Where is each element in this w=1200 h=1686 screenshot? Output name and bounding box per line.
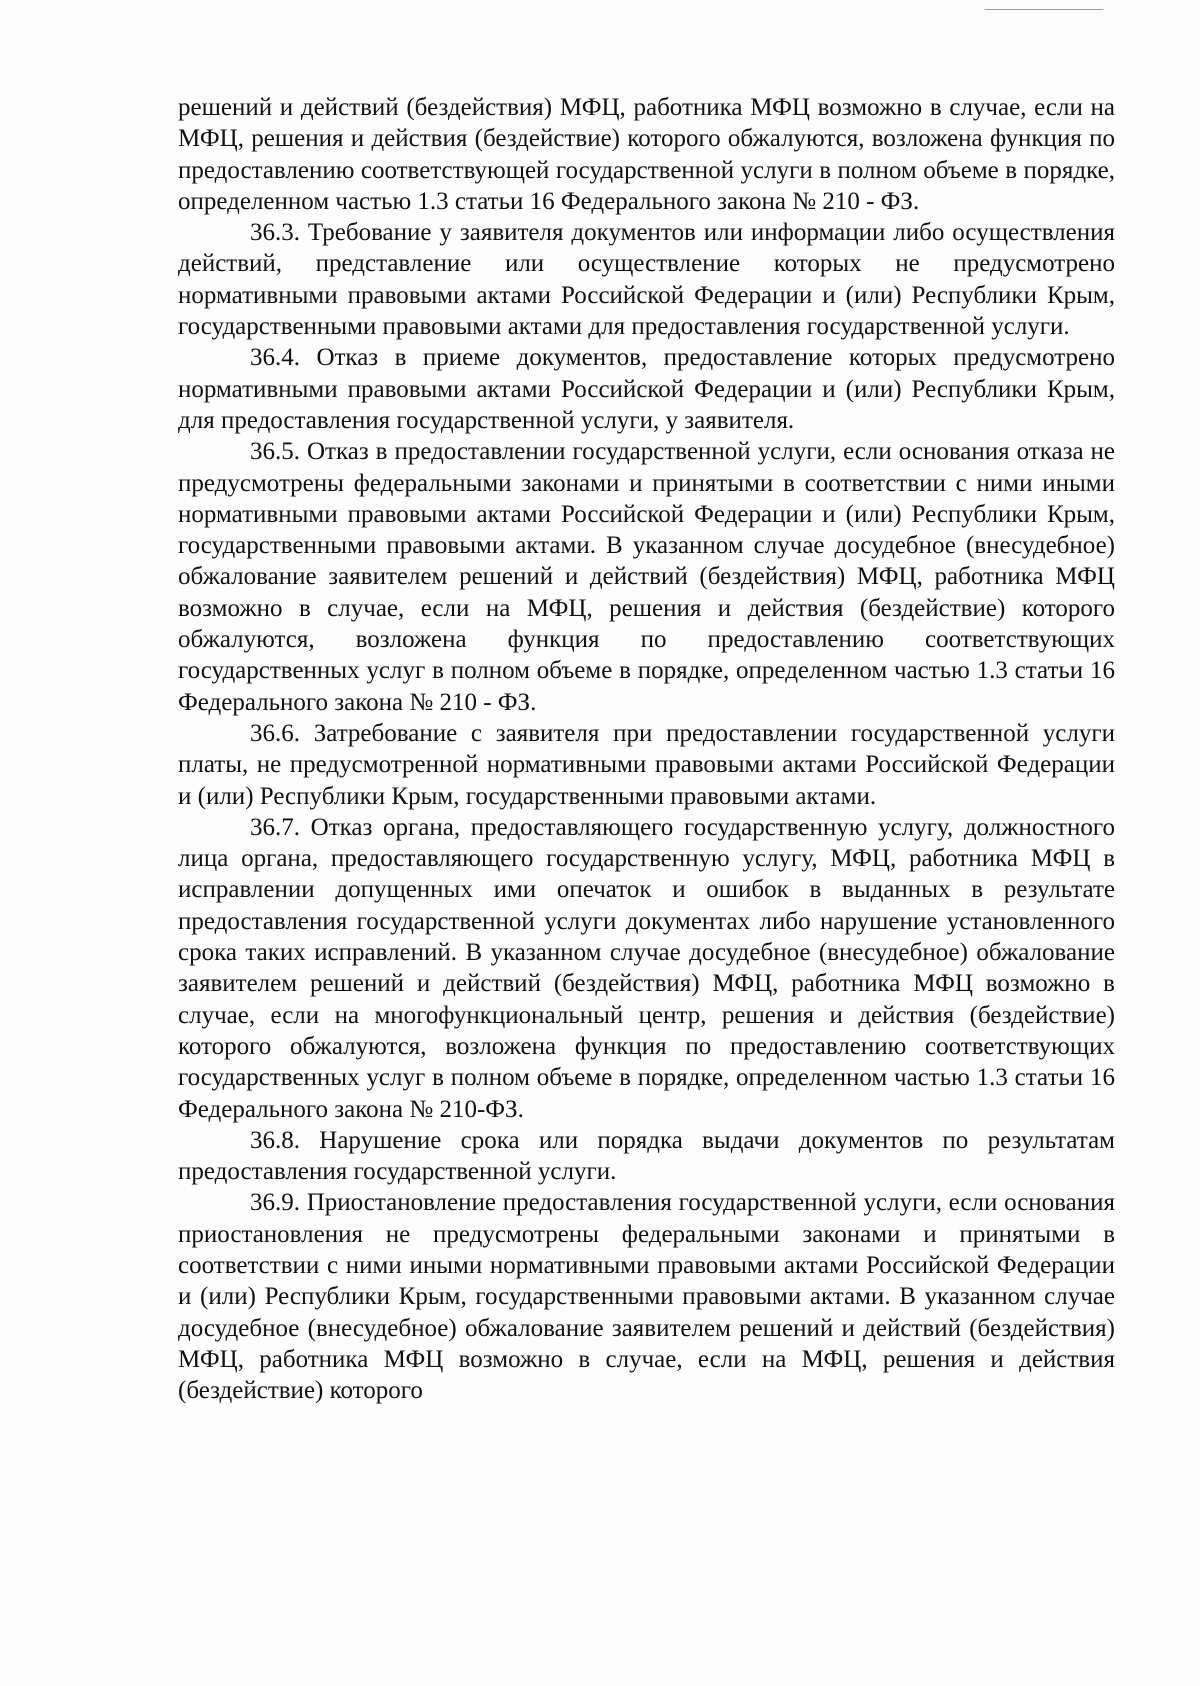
paragraph-36-8: 36.8. Нарушение срока или порядка выдачи документов по результатам предоставления государственной услуги. [178, 1126, 1115, 1186]
scan-edge-line [985, 9, 1103, 10]
paragraph-36-6: 36.6. Затребование с заявителя при предоставлении государственной услуги платы, не предусмотренной нормативными правовыми актами Российской Федерации и (или) Республики Крым, государственными правовыми актами. [178, 719, 1115, 810]
paragraph-36-9: 36.9. Приостановление предоставления государственной услуги, если основания приостановления не предусмотрены федеральными законами и принятыми в соответствии с ними иными нормативными правовыми актами Российской Федерации и (или) Республики Крым, государственными правовыми актами. В указанном случае досудебное (внесудебное) обжалование заявителем решений и действий (бездействия) МФЦ, работника МФЦ возможно в случае, если на МФЦ, решения и действия (бездействие) которого [178, 1189, 1115, 1405]
paragraph-36-3: 36.3. Требование у заявителя документов или информации либо осуществления действий, представление или осуществление которых не предусмотрено нормативными правовыми актами Российской Федерации и (или) Республики Крым, государственными правовыми актами для предоставления государственной услуги. [178, 219, 1115, 341]
paragraph-36-5: 36.5. Отказ в предоставлении государственной услуги, если основания отказа не предусмотрены федеральными законами и принятыми в соответствии с ними иными нормативными правовыми актами Российской Федерации и (или) Республики Крым, государственными правовыми актами. В указанном случае досудебное (внесудебное) обжалование заявителем решений и действий (бездействия) МФЦ, работника МФЦ возможно в случае, если на МФЦ, решения и действия (бездействие) которого обжалуются, возложена функция по предоставлению соответствующих государственных услуг в полном объеме в порядке, определенном частью 1.3 статьи 16 Федерального закона № 210 - ФЗ. [178, 438, 1115, 716]
document-body [178, 92, 1115, 1406]
paragraph-continuation: решений и действий (бездействия) МФЦ, работника МФЦ возможно в случае, если на МФЦ, решения и действия (бездействие) которого обжалуются, возложена функция по предоставлению соответствующей государственной услуги в полном объеме в порядке, определенном частью 1.3 статьи 16 Федерального закона № 210 - ФЗ. [178, 94, 1115, 215]
paragraph-36-4: 36.4. Отказ в приеме документов, предоставление которых предусмотрено нормативными правовыми актами Российской Федерации и (или) Республики Крым, для предоставления государственной услуги, у заявителя. [178, 344, 1115, 434]
paragraph-36-7: 36.7. Отказ органа, предоставляющего государственную услугу, должностного лица органа, предоставляющего государственную услугу, МФЦ, работника МФЦ в исправлении допущенных ими опечаток и ошибок в выданных в результате предоставления государственной услуги документах либо нарушение установленного срока таких исправлений. В указанном случае досудебное (внесудебное) обжалование заявителем решений и действий (бездействия) МФЦ, работника МФЦ возможно в случае, если на многофункциональный центр, решения и действия (бездействие) которого обжалуются, возложена функция по предоставлению соответствующих государственных услуг в полном объеме в порядке, определенном частью 1.3 статьи 16 Федерального закона № 210-ФЗ. [178, 813, 1115, 1123]
